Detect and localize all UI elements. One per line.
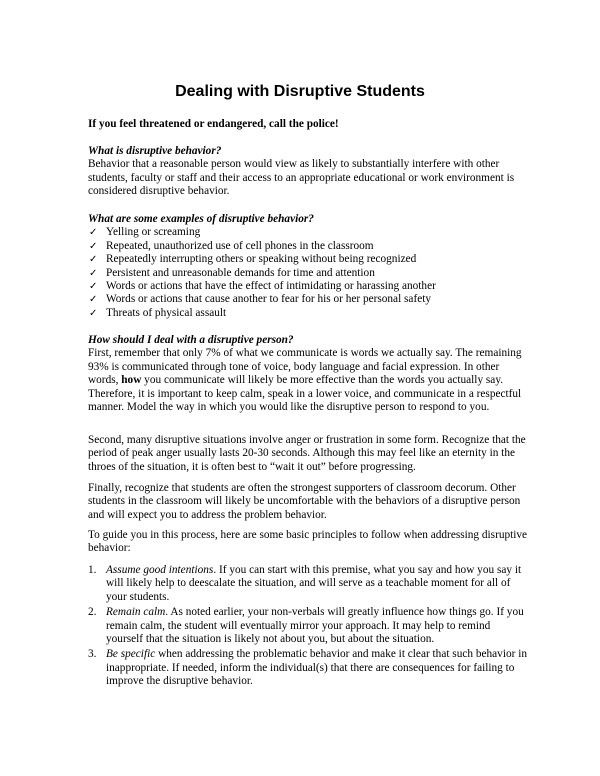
principle-text: . As noted earlier, your non-verbals will greatly influence how things go. If you remain calm, the student will eventually mirror your approach. It may help to remind yourself that the situation is likely not about you, but about the situation. bbox=[106, 606, 524, 646]
list-item bbox=[88, 648, 528, 688]
principle-lead: Be specific bbox=[106, 648, 156, 661]
page-title: Dealing with Disruptive Students bbox=[175, 83, 425, 100]
paragraph-text: you communicate will likely be more effective than the words you actually say. Therefore, it is important to keep calm, speak in a lower voice, and communicate in a respectful manner. Model the way in which you would like the disruptive person to respond to you. bbox=[88, 374, 522, 414]
section-examples bbox=[88, 213, 528, 320]
list-item-text: Words or actions that cause another to fear for his or her personal safety bbox=[106, 293, 432, 306]
section-what-is bbox=[88, 145, 528, 199]
checkmark-icon: ✓ bbox=[89, 281, 98, 293]
principle-text: . If you can start with this premise, what you say and how you say it will likely help to deescalate the situation, and will serve as a teachable moment for all of your students. bbox=[106, 564, 522, 603]
list-number: 2. bbox=[88, 606, 97, 619]
section-how-to bbox=[88, 334, 528, 414]
list-item-text: Threats of physical assault bbox=[106, 306, 227, 319]
paragraph-text: Finally, recognize that students are often the strongest supporters of classroom decorum. Other students in the classroom will likely be uncomfortable with the behaviors of a disruptive person and will expect you to address the problem behavior. bbox=[88, 482, 521, 521]
examples-list bbox=[88, 226, 528, 320]
list-number: 3. bbox=[88, 648, 97, 661]
list-item bbox=[88, 226, 528, 239]
list-item bbox=[88, 240, 528, 253]
checkmark-icon: ✓ bbox=[89, 307, 98, 319]
list-item bbox=[88, 253, 528, 266]
paragraph-third bbox=[88, 482, 528, 522]
list-item bbox=[88, 293, 528, 306]
section-heading: How should I deal with a disruptive person? bbox=[88, 334, 294, 346]
list-number: 1. bbox=[88, 564, 97, 576]
list-item-text: Words or actions that have the effect of intimidating or harassing another bbox=[106, 280, 436, 293]
section-heading: What is disruptive behavior? bbox=[88, 145, 222, 157]
list-item bbox=[88, 267, 528, 280]
emphasis-how: how bbox=[121, 374, 142, 387]
checkmark-icon: ✓ bbox=[89, 294, 98, 306]
list-item bbox=[88, 280, 528, 293]
paragraph-first bbox=[88, 347, 528, 414]
police-alert-text: If you feel threatened or endangered, call the police! bbox=[88, 118, 339, 130]
list-item-text: Persistent and unreasonable demands for time and attention bbox=[106, 266, 375, 279]
paragraph-fourth bbox=[88, 529, 528, 556]
list-item-text: Repeated, unauthorized use of cell phones in the classroom bbox=[106, 239, 374, 252]
list-item bbox=[88, 564, 528, 604]
list-item-text: Yelling or screaming bbox=[106, 226, 201, 239]
principle-lead: Remain calm bbox=[106, 606, 166, 619]
principle-lead: Assume good intentions bbox=[106, 564, 214, 576]
checkmark-icon: ✓ bbox=[89, 240, 98, 252]
checkmark-icon: ✓ bbox=[89, 227, 98, 239]
list-item-text: Repeatedly interrupting others or speaking without being recognized bbox=[106, 253, 417, 266]
section-heading: What are some examples of disruptive behavior? bbox=[88, 213, 314, 225]
list-item bbox=[88, 307, 528, 320]
principles-list bbox=[88, 564, 528, 689]
checkmark-icon: ✓ bbox=[89, 254, 98, 266]
principles-section bbox=[88, 564, 528, 691]
checkmark-icon: ✓ bbox=[89, 267, 98, 279]
paragraph-second bbox=[88, 434, 528, 474]
paragraph-text: To guide you in this process, here are some basic principles to follow when addressing disruptive behavior: bbox=[88, 529, 528, 555]
principle-text: when addressing the problematic behavior and make it clear that such behavior in inappropriate. If needed, inform the individual(s) that there are consequences for failing to improve the disruptive behavior. bbox=[106, 648, 527, 688]
police-alert bbox=[88, 118, 528, 131]
paragraph-text: First, remember that only 7% of what we communicate is words we actually say. The remaining 93% is communicated through tone of voice, body language and facial expression. In other words, bbox=[88, 347, 522, 387]
list-item bbox=[88, 606, 528, 646]
section-body: Behavior that a reasonable person would view as likely to substantially interfere with other students, faculty or staff and their access to an appropriate educational or work environment is considered disruptive behavior. bbox=[88, 158, 515, 198]
paragraph-text: Second, many disruptive situations involve anger or frustration in some form. Recognize that the period of peak anger usually lasts 20-30 seconds. Although this may feel like an eternity in the throes of the situation, it is often best to “wait it out” before progressing. bbox=[88, 434, 526, 473]
